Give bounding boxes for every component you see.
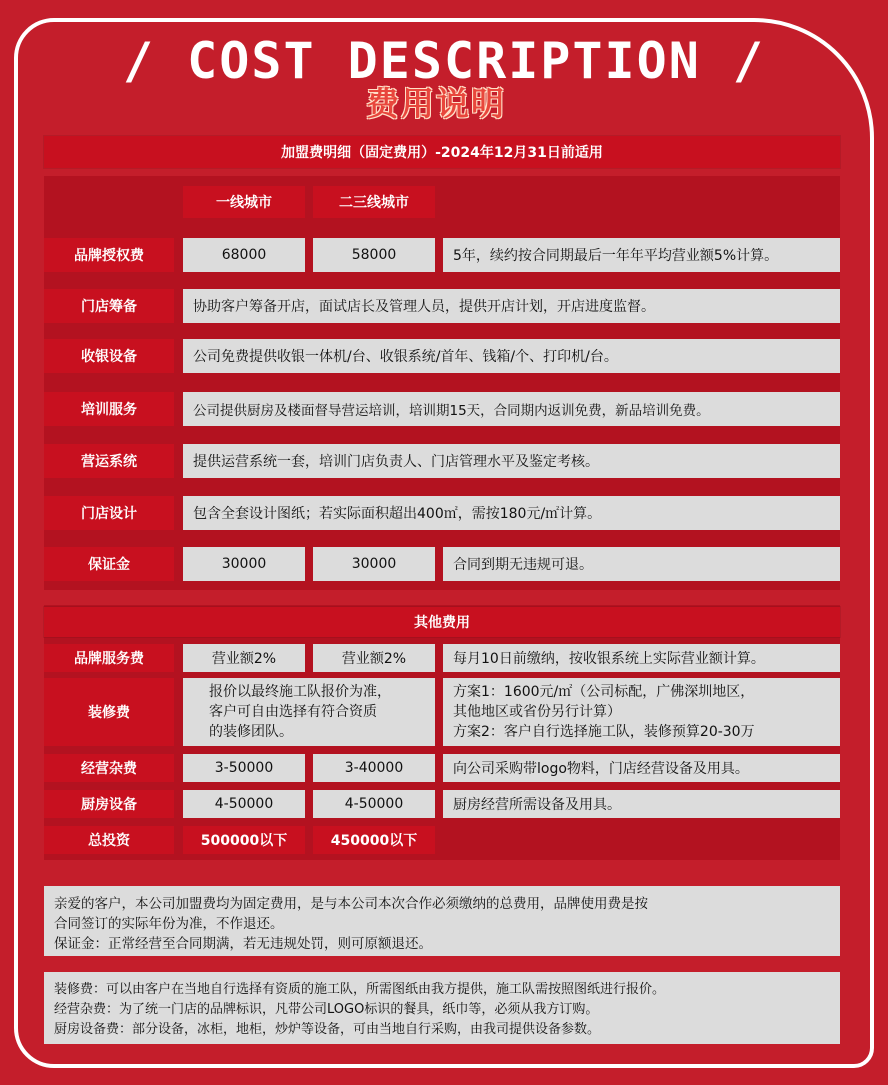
value-tier2: 450000以下 [313,826,435,854]
row-label: 培训服务 [44,392,174,426]
note-line: 厨房设备费：部分设备，冰柜，地柜，炒炉等设备，可由当地自行采购，由我司提供设备参数。 [54,1022,601,1037]
row-label: 装修费 [44,678,174,746]
value-tier1: 3-50000 [183,754,305,782]
value-tier1: 30000 [183,547,305,581]
renovation-note-line: 报价以最终施工队报价为准， [209,684,391,700]
renovation-plan-line: 其他地区或省份另行计算） [453,704,621,720]
note-line: 亲爱的客户，本公司加盟费均为固定费用，是与本公司本次合作必须缴纳的总费用，品牌使用费是按 [54,896,648,912]
row-description: 公司免费提供收银一体机/台、收银系统/首年、钱箱/个、打印机/台。 [183,339,840,373]
row-description: 公司提供厨房及楼面督导营运培训，培训期15天，合同期内返训免费，新品培训免费。 [183,392,840,426]
note-line: 经营杂费：为了统一门店的品牌标识，凡带公司LOGO标识的餐具，纸巾等，必须从我方订购。 [54,1002,599,1017]
row-label: 营运系统 [44,444,174,478]
row-label: 收银设备 [44,339,174,373]
section2-header: 其他费用 [44,607,840,637]
row-description: 5年，续约按合同期最后一年年平均营业额5%计算。 [443,238,840,272]
page-subtitle: 费用说明 [366,84,506,123]
section1-header: 加盟费明细（固定费用）-2024年12月31日前适用 [44,136,840,168]
note-line: 装修费：可以由客户在当地自行选择有资质的施工队，所需图纸由我方提供，施工队需按照图纸进行报价。 [54,982,666,997]
value-tier2: 营业额2% [313,644,435,672]
value-tier1: 500000以下 [183,826,305,854]
row-description: 提供运营系统一套，培训门店负责人、门店管理水平及鉴定考核。 [183,444,840,478]
renovation-note-line: 的装修团队。 [209,724,293,740]
notes-block-1 [44,886,840,956]
value-tier2: 3-40000 [313,754,435,782]
renovation-plans [443,678,840,746]
value-tier1: 营业额2% [183,644,305,672]
row-description: 厨房经营所需设备及用具。 [443,790,840,818]
renovation-plan-line: 方案2：客户自行选择施工队，装修预算20-30万 [453,724,755,740]
row-label: 品牌授权费 [44,238,174,272]
column-header-tier1: 一线城市 [183,186,305,218]
column-header-tier2: 二三线城市 [313,186,435,218]
row-description: 每月10日前缴纳，按收银系统上实际营业额计算。 [443,644,840,672]
notes-block-2 [44,972,840,1044]
note-line: 保证金：正常经营至合同期满，若无违规处罚，则可原额退还。 [54,936,432,952]
row-label: 总投资 [44,826,174,854]
row-description: 合同到期无违规可退。 [443,547,840,581]
row-description: 包含全套设计图纸；若实际面积超出400㎡，需按180元/㎡计算。 [183,496,840,530]
value-tier1: 68000 [183,238,305,272]
row-description: 向公司采购带logo物料，门店经营设备及用具。 [443,754,840,782]
row-label: 品牌服务费 [44,644,174,672]
row-label: 门店设计 [44,496,174,530]
row-label: 厨房设备 [44,790,174,818]
row-label: 经营杂费 [44,754,174,782]
note-line: 合同签订的实际年份为准，不作退还。 [54,916,284,932]
value-tier1: 4-50000 [183,790,305,818]
row-label: 门店筹备 [44,289,174,323]
page-title: / COST DESCRIPTION / [122,32,766,90]
row-description: 协助客户筹备开店，面试店长及管理人员，提供开店计划，开店进度监督。 [183,289,840,323]
value-tier2: 58000 [313,238,435,272]
renovation-plan-line: 方案1：1600元/㎡（公司标配，广佛深圳地区， [453,684,755,700]
row-label: 保证金 [44,547,174,581]
renovation-note-line: 客户可自由选择有符合资质 [209,704,377,720]
renovation-note [183,678,435,746]
value-tier2: 4-50000 [313,790,435,818]
value-tier2: 30000 [313,547,435,581]
